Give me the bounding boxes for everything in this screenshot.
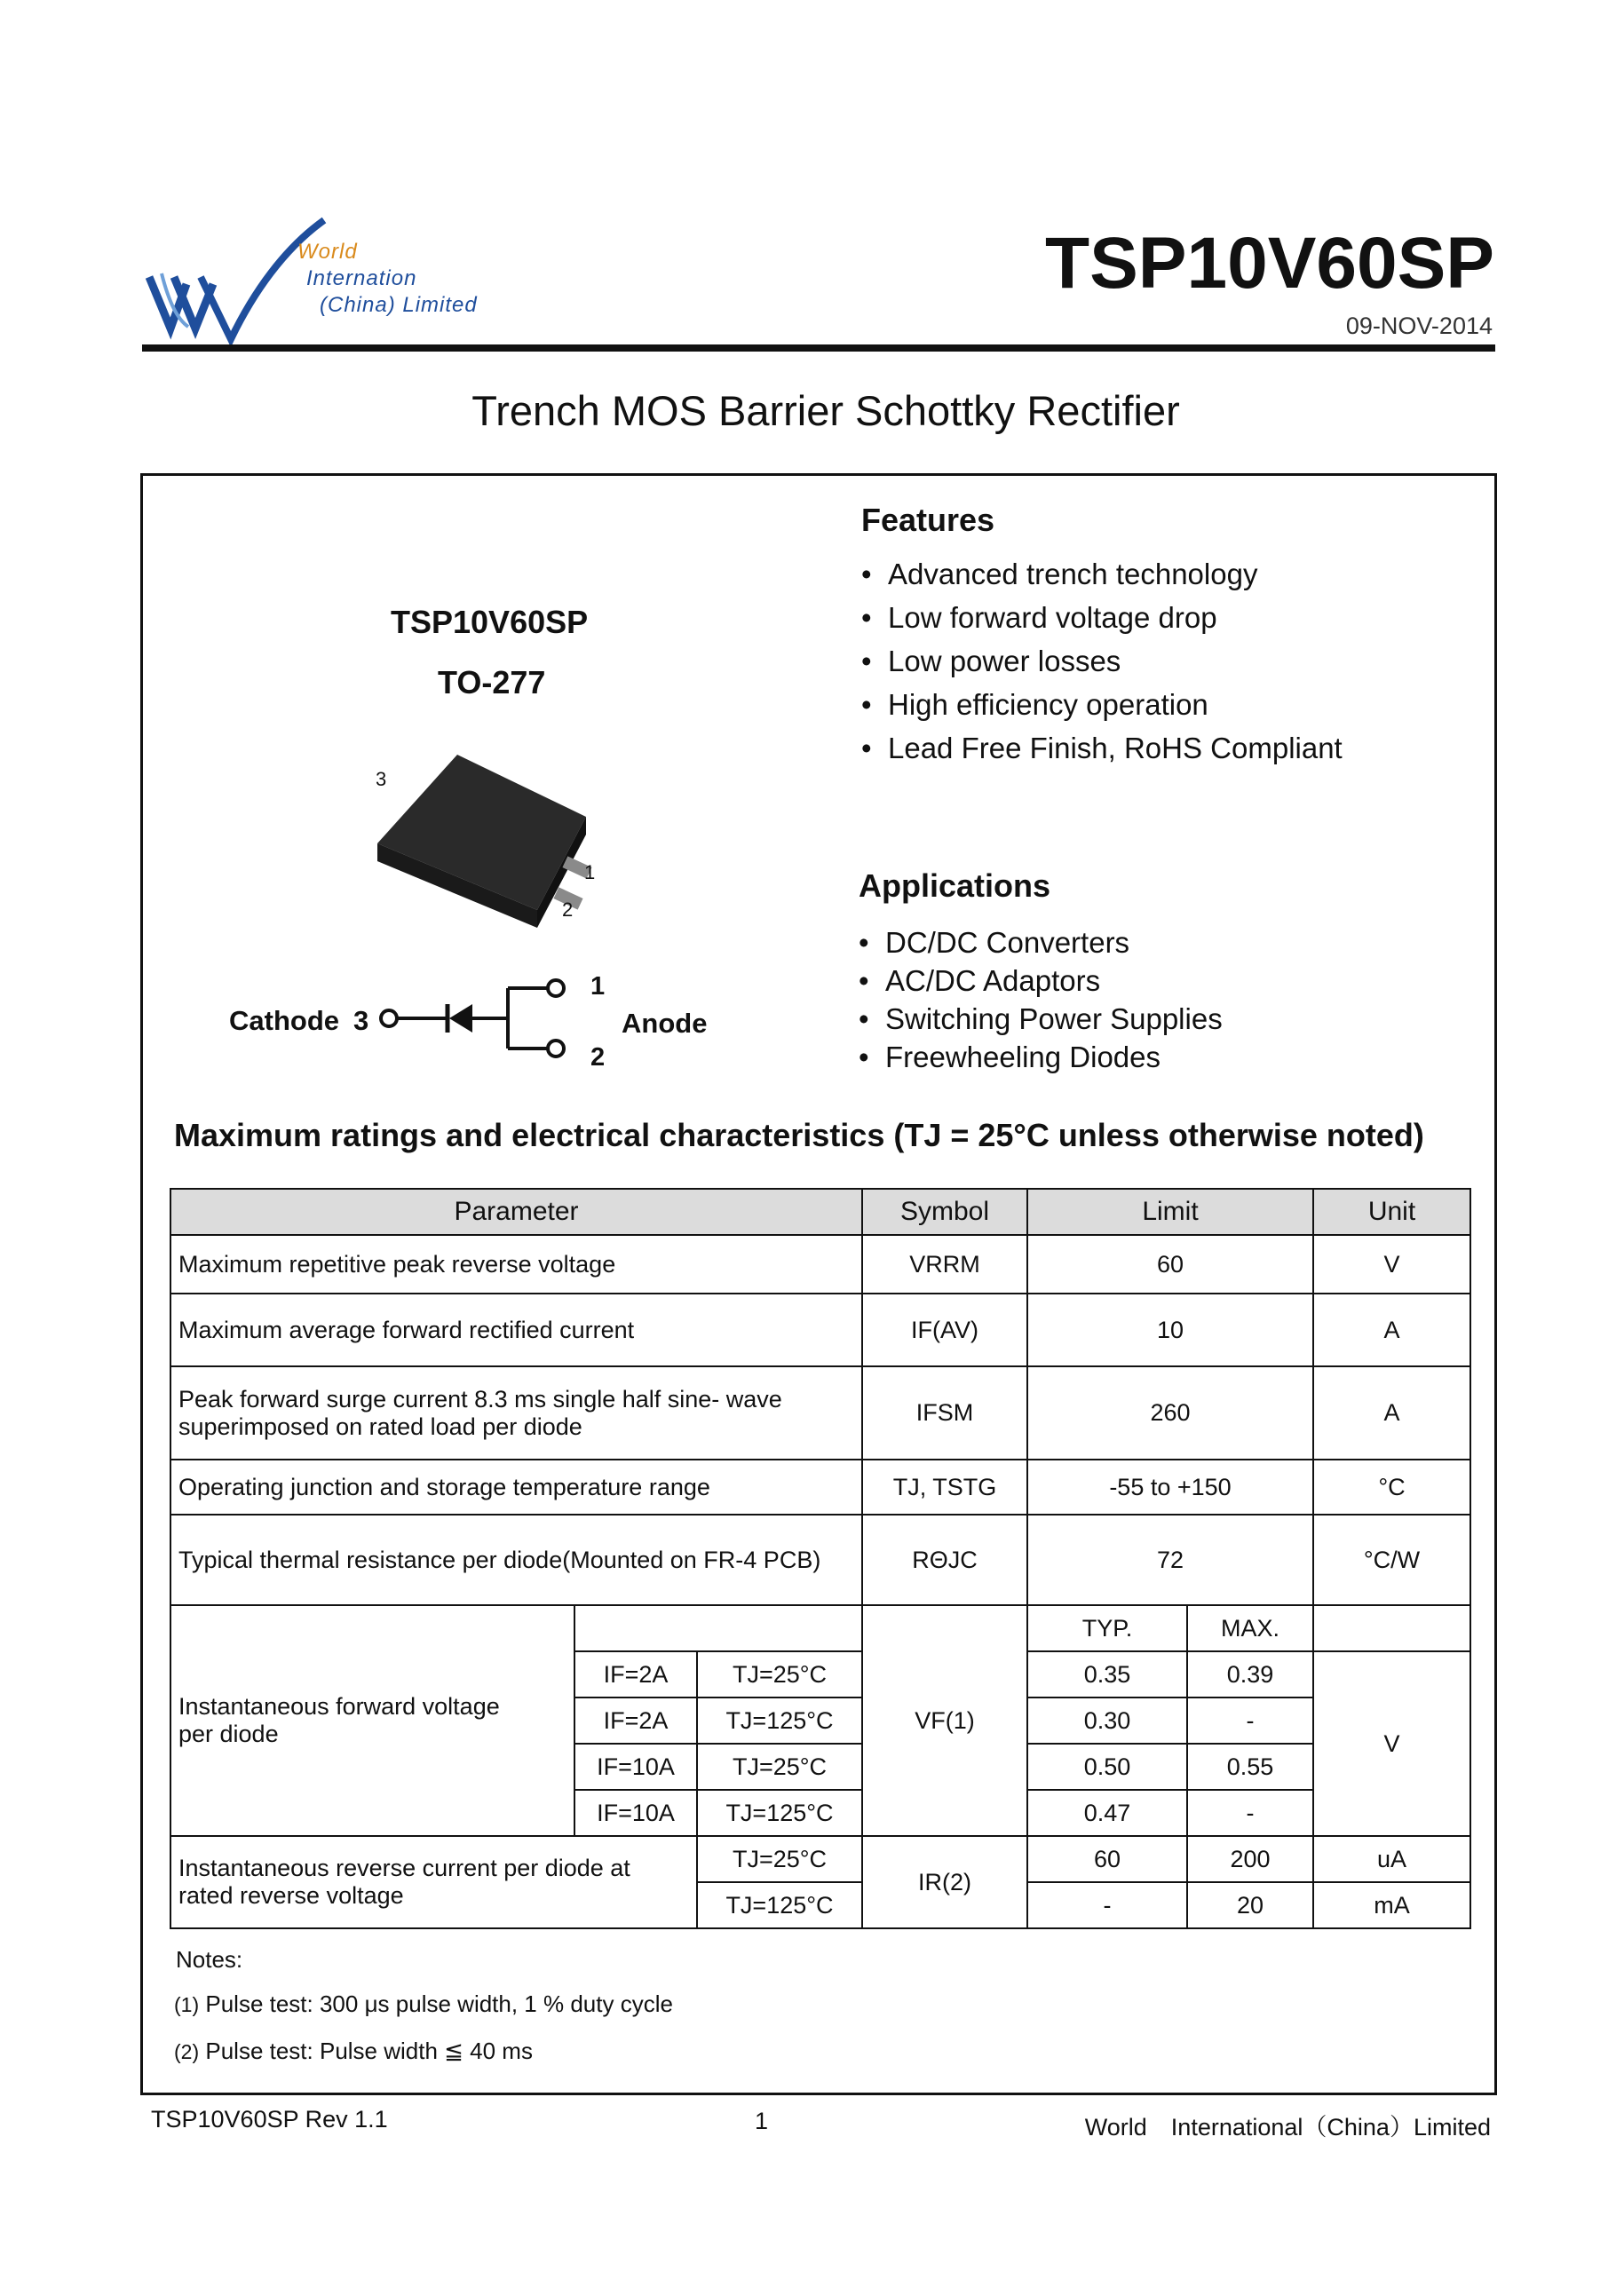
note-1-text: Pulse test: 300 μs pulse width, 1 % duty cycle: [205, 1990, 673, 2017]
logo-text-china-limited: (China) Limited: [320, 293, 478, 317]
typ-cell: 0.30: [1027, 1698, 1187, 1744]
table-row: [170, 1294, 1470, 1366]
anode-label: Anode: [622, 1008, 708, 1039]
cathode-label: Cathode: [229, 1005, 339, 1036]
typ-cell: 60: [1027, 1836, 1187, 1882]
applications-list: [859, 923, 1223, 1076]
param-line: superimposed on rated load per diode: [178, 1413, 582, 1440]
symbol-cell: TJ, TSTG: [862, 1460, 1027, 1515]
tj-cell: TJ=125°C: [697, 1790, 862, 1836]
max-cell: 0.55: [1187, 1744, 1313, 1790]
note-1-mark: (1): [174, 1993, 200, 2016]
if-cell: IF=2A: [574, 1698, 697, 1744]
max-cell: 0.39: [1187, 1651, 1313, 1698]
max-cell: -: [1187, 1698, 1313, 1744]
typ-cell: 0.35: [1027, 1651, 1187, 1698]
tj-cell: TJ=25°C: [697, 1744, 862, 1790]
limit-cell: -55 to +150: [1027, 1460, 1313, 1515]
param-line: per diode: [178, 1721, 279, 1747]
limit-cell: 72: [1027, 1515, 1313, 1605]
unit-cell: °C: [1313, 1460, 1470, 1515]
param-line: Instantaneous forward voltage: [178, 1693, 500, 1720]
feature-item: • Lead Free Finish, RoHS Compliant: [861, 726, 1343, 770]
feature-item: • Low power losses: [861, 639, 1343, 683]
vf-unit-cell: V: [1313, 1651, 1470, 1836]
param-cell: Maximum repetitive peak reverse voltage: [170, 1235, 862, 1294]
cathode-pin-label: 3: [353, 1005, 369, 1036]
ir-symbol-cell: IR(2): [862, 1836, 1027, 1928]
table-row: [170, 1366, 1470, 1460]
unit-cell: uA: [1313, 1836, 1470, 1882]
vf-subheader-row: [170, 1605, 1470, 1651]
if-cell: IF=2A: [574, 1651, 697, 1698]
application-item: • Freewheeling Diodes: [859, 1038, 1223, 1076]
tj-cell: TJ=125°C: [697, 1698, 862, 1744]
max-cell: 20: [1187, 1882, 1313, 1928]
feature-item: • High efficiency operation: [861, 683, 1343, 726]
typ-cell: 0.50: [1027, 1744, 1187, 1790]
ir-param-cell: [170, 1836, 697, 1928]
package-pin-1-label: 1: [584, 861, 596, 883]
typ-header: TYP.: [1027, 1605, 1187, 1651]
table-header-row: [170, 1189, 1470, 1235]
document-date: 09-NOV-2014: [1345, 313, 1493, 339]
symbol-cell: VRRM: [862, 1235, 1027, 1294]
features-list: [861, 552, 1343, 770]
package-pin-3-label: 3: [376, 768, 387, 790]
param-cell: [170, 1366, 862, 1460]
ratings-heading: Maximum ratings and electrical characteristics (TJ = 25°C unless otherwise noted): [174, 1117, 1424, 1153]
param-line: rated reverse voltage: [178, 1882, 404, 1909]
table-row: [170, 1235, 1470, 1294]
limit-cell: 10: [1027, 1294, 1313, 1366]
limit-cell: 260: [1027, 1366, 1313, 1460]
anode-pin-2-label: 2: [590, 1043, 606, 1072]
package-pin-2-label: 2: [562, 898, 574, 921]
package-part-number: TSP10V60SP: [391, 604, 589, 640]
tj-cell: TJ=25°C: [697, 1836, 862, 1882]
symbol-cell: RΘJC: [862, 1515, 1027, 1605]
note-1: [174, 1990, 673, 2018]
table-row: [170, 1460, 1470, 1515]
tj-cell: TJ=125°C: [697, 1882, 862, 1928]
header-symbol: Symbol: [862, 1189, 1027, 1235]
document-subtitle: Trench MOS Barrier Schottky Rectifier: [471, 387, 1180, 434]
unit-cell: A: [1313, 1366, 1470, 1460]
header-unit: Unit: [1313, 1189, 1470, 1235]
application-item: • AC/DC Adaptors: [859, 962, 1223, 1000]
unit-cell: °C/W: [1313, 1515, 1470, 1605]
vf-condition-header: [574, 1605, 862, 1651]
features-heading: Features: [861, 502, 995, 538]
footer-company: World International（China）Limited: [1084, 2114, 1491, 2141]
feature-item: • Advanced trench technology: [861, 552, 1343, 596]
part-number-title: TSP10V60SP: [1045, 223, 1494, 304]
vf-unit-header: [1313, 1605, 1470, 1651]
typ-cell: 0.47: [1027, 1790, 1187, 1836]
vf-param-cell: [170, 1605, 574, 1836]
company-logo: [142, 213, 497, 346]
symbol-cell: IFSM: [862, 1366, 1027, 1460]
header-parameter: Parameter: [170, 1189, 862, 1235]
logo-text-world: World: [297, 240, 358, 264]
tj-cell: TJ=25°C: [697, 1651, 862, 1698]
table-row: [170, 1515, 1470, 1605]
note-2: [174, 2038, 533, 2065]
notes-title: Notes:: [176, 1946, 243, 1973]
symbol-cell: IF(AV): [862, 1294, 1027, 1366]
note-2-text: Pulse test: Pulse width ≦ 40 ms: [205, 2038, 533, 2064]
param-cell: Maximum average forward rectified current: [170, 1294, 862, 1366]
vf-symbol-cell: VF(1): [862, 1605, 1027, 1836]
max-cell: 200: [1187, 1836, 1313, 1882]
footer-revision: TSP10V60SP Rev 1.1: [151, 2106, 388, 2133]
unit-cell: A: [1313, 1294, 1470, 1366]
param-cell: Typical thermal resistance per diode(Mounted on FR-4 PCB): [170, 1515, 862, 1605]
param-line: Peak forward surge current 8.3 ms single half sine- wave: [178, 1385, 782, 1413]
footer-page-number: 1: [755, 2108, 769, 2134]
unit-cell: V: [1313, 1235, 1470, 1294]
header-limit: Limit: [1027, 1189, 1313, 1235]
logo-text-internation: Internation: [306, 266, 417, 290]
typ-cell: -: [1027, 1882, 1187, 1928]
if-cell: IF=10A: [574, 1744, 697, 1790]
limit-cell: 60: [1027, 1235, 1313, 1294]
feature-item: • Low forward voltage drop: [861, 596, 1343, 639]
application-item: • DC/DC Converters: [859, 923, 1223, 962]
diode-symbol-icon: [373, 972, 577, 1070]
applications-heading: Applications: [859, 867, 1051, 904]
header-rule: [142, 344, 1495, 352]
param-line: Instantaneous reverse current per diode at: [178, 1855, 630, 1881]
package-name: TO-277: [438, 664, 546, 700]
table-row: [170, 1836, 1470, 1882]
note-2-mark: (2): [174, 2040, 200, 2063]
ratings-table: [170, 1188, 1471, 1929]
max-header: MAX.: [1187, 1605, 1313, 1651]
anode-pin-1-label: 1: [590, 972, 606, 1001]
unit-cell: mA: [1313, 1882, 1470, 1928]
application-item: • Switching Power Supplies: [859, 1000, 1223, 1038]
max-cell: -: [1187, 1790, 1313, 1836]
if-cell: IF=10A: [574, 1790, 697, 1836]
param-cell: Operating junction and storage temperature range: [170, 1460, 862, 1515]
